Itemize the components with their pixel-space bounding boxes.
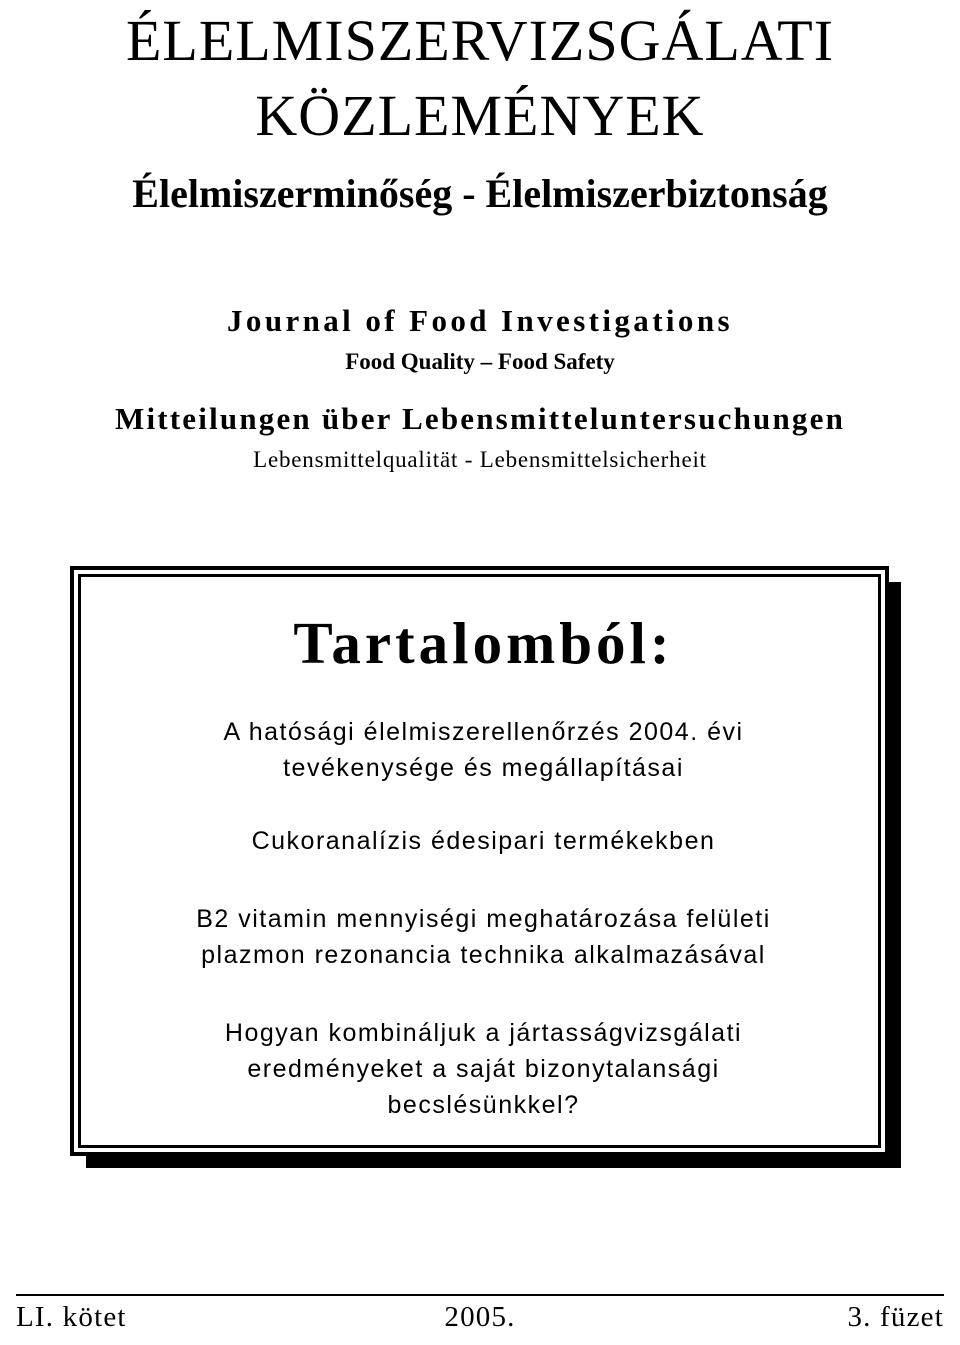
english-journal-name: Journal of Food Investigations (227, 303, 733, 338)
footer-volume: LI. kötet (16, 1301, 127, 1333)
contents-item-line: tevékenysége és megállapításai (283, 754, 684, 782)
footer-year: 2005. (444, 1301, 516, 1333)
german-journal-name: Mitteilungen über Lebensmitteluntersuchungen (114, 401, 846, 436)
contents-item-line: Hogyan kombináljuk a jártasságvizsgálati (224, 1019, 743, 1047)
contents-item-line: eredményeket a saját bizonytalansági (247, 1055, 720, 1083)
title-line-1: ÉLELMISZERVIZSGÁLATI (125, 8, 835, 73)
contents-item-line: B2 vitamin mennyiségi meghatározása felületi (196, 905, 771, 933)
hungarian-subtitle: Élelmiszerminőség - Élelmiszerbiztonság (132, 171, 828, 216)
contents-item-line: becslésünkkel? (387, 1091, 580, 1119)
english-journal-subtitle: Food Quality – Food Safety (345, 349, 615, 374)
contents-item-line: Cukoranalízis édesipari termékekben (251, 827, 716, 855)
contents-item-line: plazmon rezonancia technika alkalmazásával (201, 941, 766, 969)
contents-heading: Tartalomból: (293, 610, 674, 676)
footer-divider (16, 1294, 944, 1296)
title-line-2: KÖZLEMÉNYEK (255, 83, 705, 148)
contents-item (74, 823, 893, 859)
contents-item (74, 714, 893, 786)
contents-item (74, 1015, 893, 1123)
footer-issue: 3. füzet (847, 1301, 944, 1333)
contents-box (70, 566, 889, 1156)
contents-item-line: A hatósági élelmiszerellenőrzés 2004. évi (223, 718, 744, 746)
contents-item (74, 901, 893, 973)
german-journal-subtitle: Lebensmittelqualität - Lebensmittelsicherheit (253, 447, 707, 472)
